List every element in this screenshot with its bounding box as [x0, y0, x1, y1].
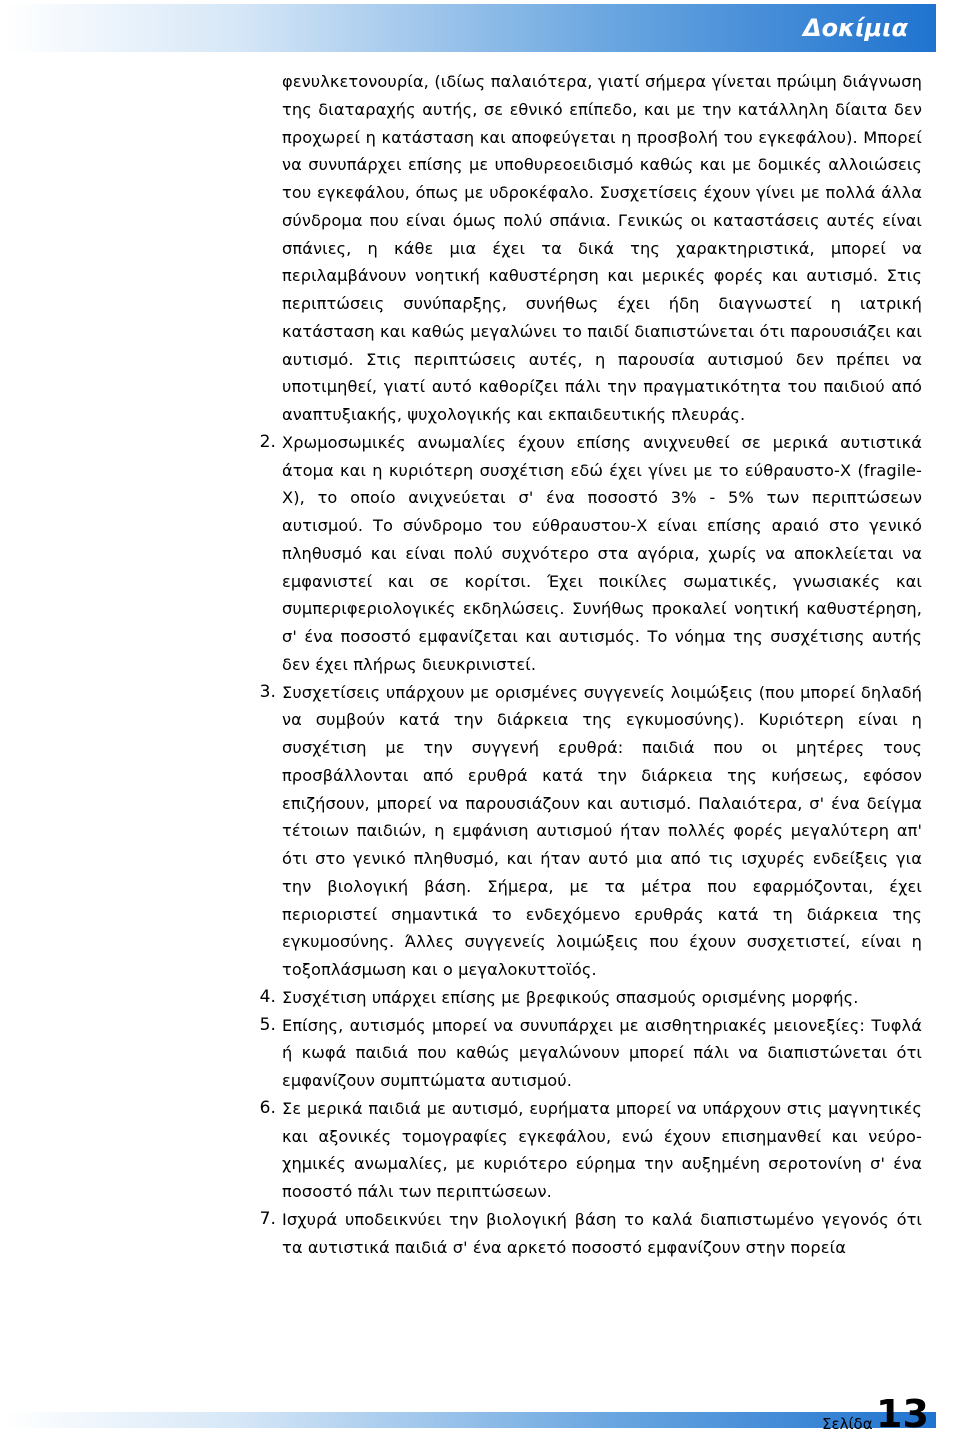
list-item-text: Επίσης, αυτισμός μπορεί να συνυπάρχει με αισθητηριακές μειονεξίες: Τυφλά ή κωφά παιδιά που καθώς μεγαλώνουν μπορεί πάλι να διαπιστώνεται ότι εμφανίζουν συμπτώματα αυτισμού. [282, 1015, 922, 1090]
footer-page-label: Σελίδα [822, 1415, 873, 1433]
list-item-number: 6. [259, 1097, 276, 1118]
list-item-number: 7. [259, 1208, 276, 1229]
list-item-text: Συσχέτιση υπάρχει επίσης με βρεφικούς σπασμούς ορισμένης μορφής. [282, 987, 859, 1007]
list-item-text: Σε μερικά παιδιά με αυτισμό, ευρήματα μπορεί να υπάρχουν στις μαγνητικές και αξονικές τομογραφίες εγκεφάλου, ενώ έχουν επισημανθεί και νεύρο-χημικές ανωμαλίες, με κυριότερο εύρημα την αυξημένη σεροτονίνη σ' ένα ποσοστό πάλι των περιπτώσεων. [282, 1098, 922, 1201]
list-item [259, 679, 922, 984]
header-title: Δοκίμια [803, 14, 908, 42]
list-item-number: 4. [259, 986, 276, 1007]
document-body [259, 68, 922, 1261]
list-item [259, 1206, 922, 1262]
list-item-text: Συσχετίσεις υπάρχουν με ορισμένες συγγενείς λοιμώξεις (που μπορεί δηλαδή να συμβούν κατά την διάρκεια της εγκυμοσύνης). Κυριότερη είναι η συσχέτιση με την συγγενή ερυθρά: παιδιά που οι μητέρες τους προσβάλλονται από ερυθρά κατά την διάρκεια της κυήσεως, εφόσον επιζήσουν, μπορεί να παρουσιάζουν και αυτισμό. Παλαιότερα, σ' ένα δείγμα τέτοιων παιδιών, η εμφάνιση αυτισμού ήταν πολλές φορές μεγαλύτερη απ' ότι στο γενικό πληθυσμό, και ήταν αυτό μια από τις ισχυρές ενδείξεις για την βιολογική βάση. Σήμερα, με τα μέτρα που εφαρμόζονται, έχει περιοριστεί σημαντικά το ενδεχόμενο ερυθράς κατά τη διάρκεια της εγκυμοσύνης. Άλλες συγγενείς λοιμώξεις που έχουν συσχετιστεί, είναι η τοξοπλάσμωση και ο μεγαλοκυττοϊός. [282, 682, 922, 979]
list-item-number: 2. [259, 431, 276, 452]
footer-page-number: 13 [876, 1392, 929, 1436]
list-item-text: Χρωμοσωμικές ανωμαλίες έχουν επίσης ανιχνευθεί σε μερικά αυτιστικά άτομα και η κυριότερη συσχέτιση εδώ έχει γίνει με το εύθραυστο-Χ (fragile-X), το οποίο ανιχνεύεται σ' ένα ποσοστό 3% - 5% των περιπτώσεων αυτισμού. Το σύνδρομο του εύθραυστου-Χ είναι επίσης αραιό στο γενικό πληθυσμό και είναι πολύ συχνότερο στα αγόρια, χωρίς να αποκλείεται να εμφανιστεί και σε κορίτσι. Έχει ποικίλες σωματικές, γνωσιακές και συμπεριφεριολογικές εκδηλώσεις. Συνήθως προκαλεί νοητική καθυστέρηση, σ' ένα ποσοστό εμφανίζεται και αυτισμός. Το νόημα της συσχέτισης αυτής δεν έχει πλήρως διευκρινιστεί. [282, 432, 922, 674]
list-item-number: 5. [259, 1014, 276, 1035]
list-item [259, 1012, 922, 1095]
list-item [259, 429, 922, 679]
footer-bar [4, 1412, 936, 1428]
intro-paragraph: φενυλκετονουρία, (ιδίως παλαιότερα, γιατί σήμερα γίνεται πρώιμη διάγνωση της διαταραχής αυτής, σε εθνικό επίπεδο, και με την κατάλληλη δίαιτα δεν προχωρεί η κατάσταση και αποφεύγεται η προσβολή του εγκεφάλου). Μπορεί να συνυπάρχει επίσης με υποθυρεοειδισμό καθώς και με δομικές αλλοιώσεις του εγκεφάλου, όπως με υδροκέφαλο. Συσχετίσεις έχουν γίνει με πολλά άλλα σύνδρομα που είναι όμως πολύ σπάνια. Γενικώς οι καταστάσεις αυτές είναι σπάνιες, η κάθε μια έχει τα δικά της χαρακτηριστικά, μπορεί να περιλαμβάνουν νοητική καθυστέρηση και μερικές φορές και αυτισμό. Στις περιπτώσεις συνύπαρξης, συνήθως έχει ήδη διαγνωστεί η ιατρική κατάσταση και καθώς μεγαλώνει το παιδί διαπιστώνεται ότι παρουσιάζει και αυτισμό. Στις περιπτώσεις αυτές, η παρουσία αυτισμού δεν πρέπει να υποτιμηθεί, γιατί αυτό καθορίζει πάλι την πραγματικότητα του παιδιού από αναπτυξιακής, ψυχολογικής και εκπαιδευτικής πλευράς. [282, 72, 922, 424]
header-bar [4, 4, 936, 52]
list-item [259, 1095, 922, 1206]
list-item [259, 984, 922, 1012]
list-item-text: Ισχυρά υποδεικνύει την βιολογική βάση το καλά διαπιστωμένο γεγονός ότι τα αυτιστικά παιδιά σ' ένα αρκετό ποσοστό εμφανίζουν στην πορεία [282, 1209, 922, 1257]
list-item-number: 3. [259, 681, 276, 702]
